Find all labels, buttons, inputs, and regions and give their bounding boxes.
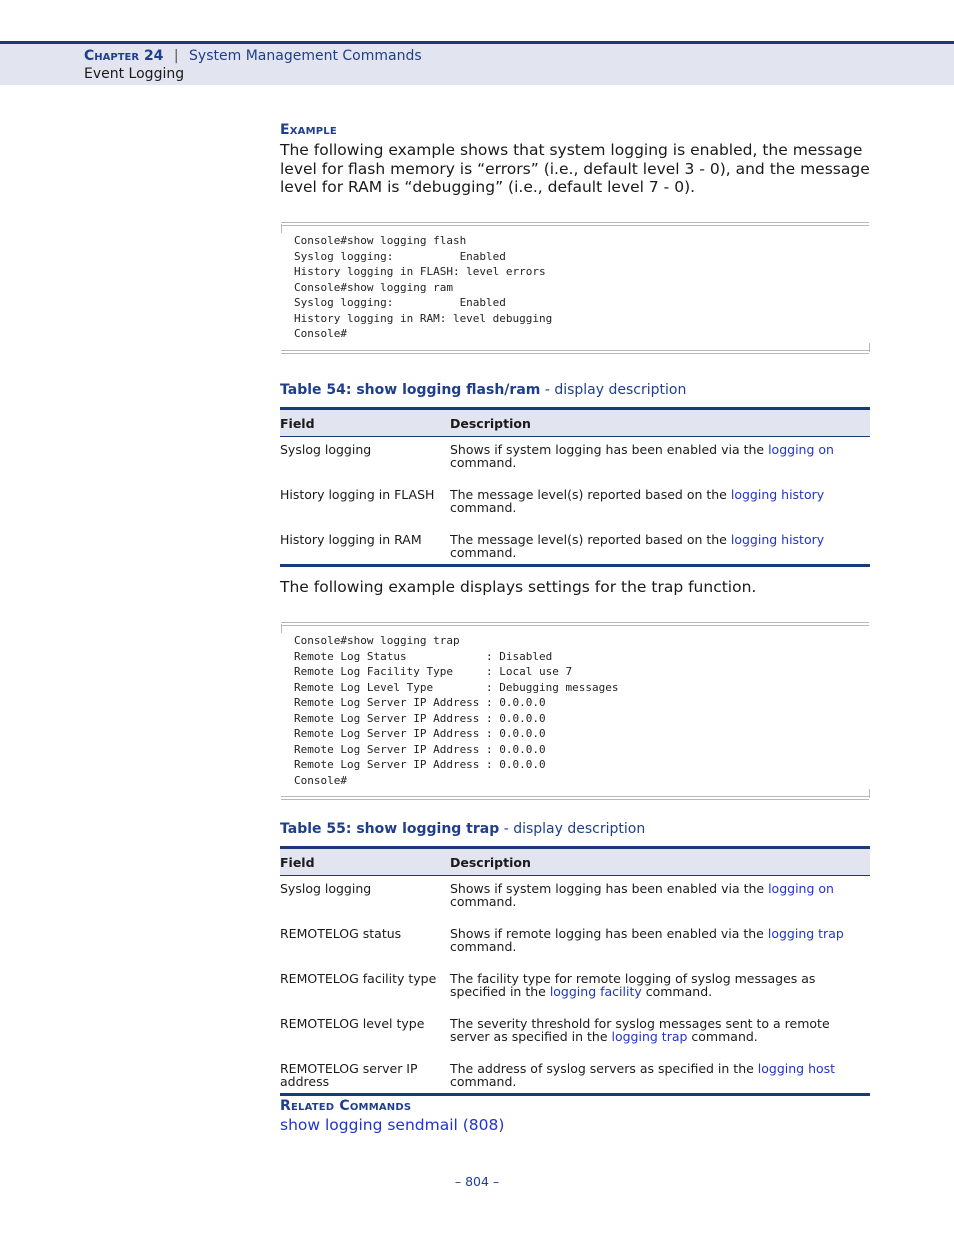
table54-caption-rest: - display description: [540, 382, 687, 398]
code-corner-right: [866, 343, 870, 352]
col-field: Field: [280, 409, 450, 437]
table-row: [280, 1011, 870, 1056]
field-cell: REMOTELOG facility type: [280, 971, 437, 986]
table-row: [280, 876, 870, 922]
field-cell: Syslog logging: [280, 442, 372, 457]
table55-caption-rest: - display description: [499, 821, 646, 837]
table-header-row: [280, 848, 870, 876]
command-link[interactable]: logging host: [757, 1061, 836, 1076]
code-block-flash-ram: [281, 222, 869, 354]
section-name: Event Logging: [84, 66, 185, 82]
description-cell: Shows if remote logging has been enabled via the logging trap command.: [450, 926, 844, 954]
example-heading: Example: [280, 122, 337, 138]
table-row: [280, 1056, 870, 1095]
code-text: Console#show logging flash Syslog logging: Enabled History logging in FLASH: level errors Console#show logging ram Syslog logging: Enabled History logging in RAM: level debugging Console#: [294, 234, 553, 340]
command-link[interactable]: logging history: [730, 487, 825, 502]
description-cell: The facility type for remote logging of syslog messages as specified in the logging facility command.: [450, 971, 816, 999]
field-cell: REMOTELOG level type: [280, 1016, 425, 1031]
description-cell: Shows if system logging has been enabled via the logging on command.: [450, 881, 834, 909]
description-cell: The address of syslog servers as specified in the logging host command.: [450, 1056, 870, 1095]
table55-caption-bold: Table 55: show logging trap: [280, 821, 500, 837]
command-link[interactable]: logging on: [768, 881, 834, 896]
table-row: [280, 482, 870, 527]
code-text: Console#show logging trap Remote Log Status : Disabled Remote Log Facility Type : Local use 7 Remote Log Level Type : Debugging messages Remote Log Server IP Address : 0.0.0.0 Remote Log Server IP Address : 0.0.0.0 Remote Log Server IP Address : 0.0.0.0 Remote Log Server IP Address : 0.0.0.0 Remote Log Server IP Address : 0.0.0.0 Console#: [294, 634, 619, 787]
description-cell: Shows if system logging has been enabled via the logging on command.: [450, 442, 834, 470]
field-cell: REMOTELOG status: [280, 926, 402, 941]
description-cell: The severity threshold for syslog messages sent to a remote server as specified in the logging trap command.: [450, 1016, 830, 1044]
field-cell: History logging in RAM: [280, 527, 450, 566]
description-cell: The message level(s) reported based on the logging history command.: [450, 487, 825, 515]
table54-caption: [280, 382, 686, 398]
field-cell: REMOTELOG server IP address: [280, 1056, 450, 1095]
command-link[interactable]: logging trap: [611, 1029, 688, 1044]
code-block-trap: [281, 622, 869, 800]
table55: [280, 846, 870, 1096]
chapter-line: [84, 48, 422, 64]
table54-caption-bold: Table 54: show logging flash/ram: [280, 382, 541, 398]
chapter-title: System Management Commands: [189, 48, 422, 64]
page-header: [0, 41, 954, 85]
chapter-label: Chapter 24: [84, 48, 164, 64]
command-link[interactable]: logging history: [730, 532, 825, 547]
page-number: – 804 –: [454, 1174, 500, 1189]
command-link[interactable]: logging on: [768, 442, 834, 457]
table54: [280, 407, 870, 567]
field-cell: History logging in FLASH: [280, 487, 435, 502]
table-header-row: [280, 409, 870, 437]
table-row: [280, 527, 870, 566]
description-cell: The message level(s) reported based on the logging history command.: [450, 527, 870, 566]
col-description: Description: [450, 848, 870, 876]
example-intro: The following example shows that system logging is enabled, the message level for flash memory is “errors” (i.e., default level 3 - 0), and the message level for RAM is “debugging” (i.e., default level 7 - 0).: [280, 141, 870, 196]
related-commands-heading: Related Commands: [280, 1098, 412, 1114]
command-link[interactable]: logging facility: [549, 984, 642, 999]
field-cell: Syslog logging: [280, 881, 372, 896]
table-row: [280, 921, 870, 966]
table-row: [280, 966, 870, 1011]
col-description: Description: [450, 409, 870, 437]
command-link[interactable]: logging trap: [767, 926, 844, 941]
header-separator: |: [173, 48, 179, 64]
table-row: [280, 437, 870, 483]
code-corner-right: [866, 789, 870, 798]
col-field: Field: [280, 848, 450, 876]
table55-caption: [280, 821, 645, 837]
trap-intro: The following example displays settings for the trap function.: [280, 578, 757, 596]
related-command-link[interactable]: show logging sendmail (808): [280, 1116, 505, 1134]
